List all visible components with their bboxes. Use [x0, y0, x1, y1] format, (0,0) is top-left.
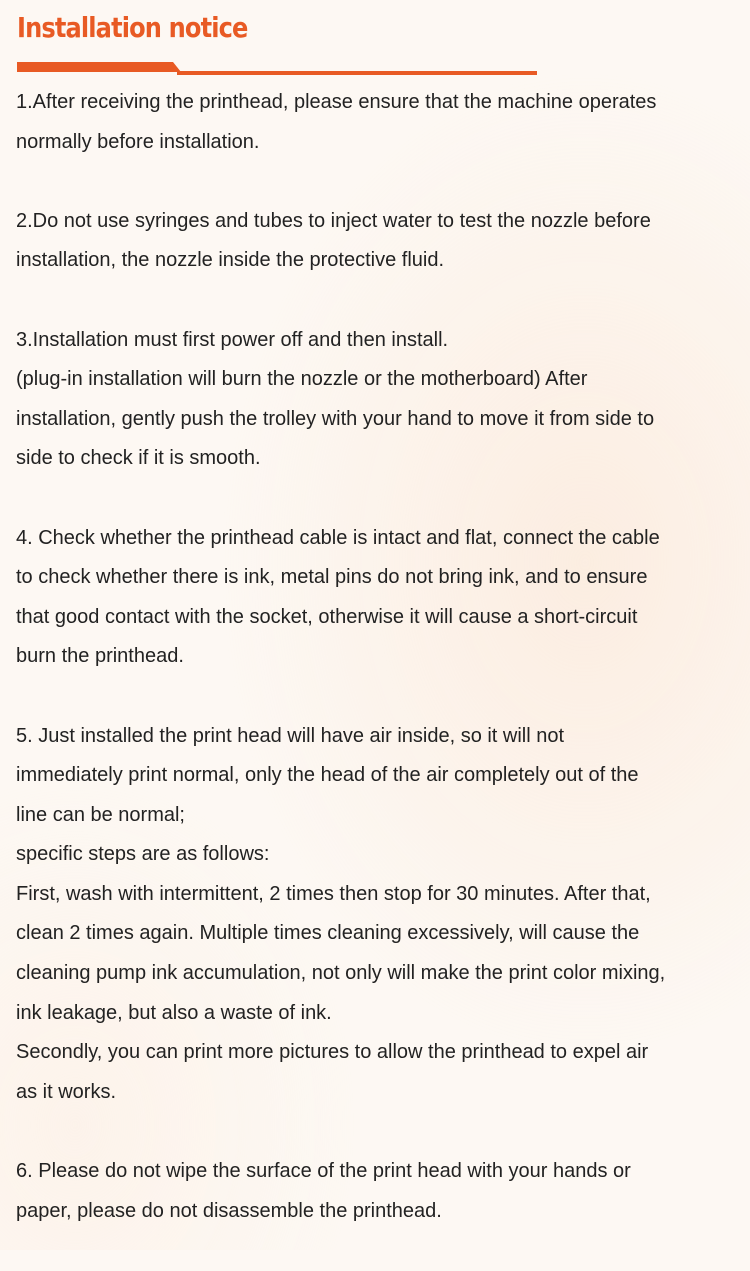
text-line: 5. Just installed the print head will have air inside, so it will not [16, 724, 565, 747]
text-line: to check whether there is ink, metal pins do not bring ink, and to ensure [16, 566, 648, 589]
text-line: First, wash with intermittent, 2 times then stop for 30 minutes. After that, [16, 882, 651, 905]
text-line: 4. Check whether the printhead cable is intact and flat, connect the cable [16, 526, 660, 549]
text-line: Secondly, you can print more pictures to allow the printhead to expel air [16, 1041, 649, 1064]
underline-tab [17, 62, 181, 72]
paragraph-1 [16, 83, 736, 162]
text-line: that good contact with the socket, otherwise it will cause a short-circuit [16, 605, 638, 628]
paragraph-4 [16, 519, 736, 677]
text-line: burn the printhead. [16, 645, 184, 668]
page-title: Installation notice [17, 11, 248, 44]
paragraph-2 [16, 202, 736, 281]
text-line: (plug-in installation will burn the nozzle or the motherboard) After [16, 368, 588, 391]
text-line: 6. Please do not wipe the surface of the print head with your hands or [16, 1160, 631, 1183]
text-line: as it works. [16, 1080, 117, 1103]
title-underline-bar [17, 62, 537, 78]
text-line: ink leakage, but also a waste of ink. [16, 1001, 332, 1024]
paragraph-6 [16, 1152, 736, 1231]
text-line: installation, gently push the trolley with your hand to move it from side to [16, 407, 655, 430]
paragraph-3 [16, 321, 736, 479]
text-line: 1.After receiving the printhead, please ensure that the machine operates [16, 91, 657, 113]
underline-line [177, 71, 537, 75]
text-line: side to check if it is smooth. [16, 447, 261, 470]
text-line: line can be normal; [16, 803, 185, 826]
text-line: paper, please do not disassemble the printhead. [16, 1199, 442, 1222]
text-line: installation, the nozzle inside the protective fluid. [16, 249, 445, 272]
text-line: clean 2 times again. Multiple times cleaning excessively, will cause the [16, 922, 640, 945]
header [0, 0, 750, 80]
text-line: normally before installation. [16, 130, 260, 153]
paragraph-5 [16, 717, 736, 1113]
notice-body [16, 83, 736, 1271]
text-line: 2.Do not use syringes and tubes to inject water to test the nozzle before [16, 209, 651, 232]
text-line: cleaning pump ink accumulation, not only will make the print color mixing, [16, 962, 666, 985]
text-line: immediately print normal, only the head of the air completely out of the [16, 764, 639, 787]
text-line: 3.Installation must first power off and then install. [16, 328, 449, 351]
text-line: specific steps are as follows: [16, 843, 270, 866]
